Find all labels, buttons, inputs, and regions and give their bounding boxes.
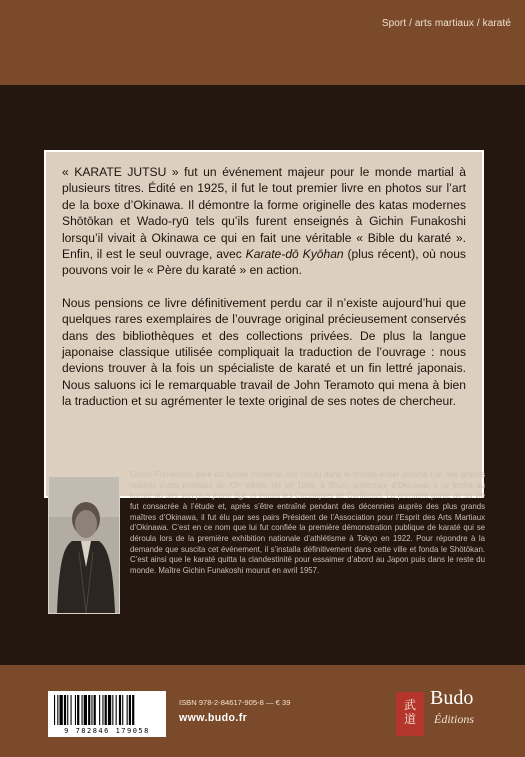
description-p1-start: « KARATE JUTSU » fut un événement majeur pour le monde martial à plusieurs titres. Édité en 1925, il fut le tout premier livre en photos sur l’art de la boxe d’Okinawa. Il démontre la forme originelle des katas modernes Shōtōkan et Wado-ryū tels qu’ils furent enseignés à Gichin Funakoshi lorsqu’il vivait à Okinawa ce qui en fait une véritable « Bible du karaté ». Enfin, il est le seul ouvrage, avec — [62, 165, 466, 262]
description-box — [44, 150, 484, 498]
description-p1-end: (plus récent), où nous pouvons voir le « Père du karaté » en action. — [62, 247, 466, 278]
book-title-italic: Karate-dō Kyōhan — [245, 247, 344, 262]
publisher-name: Budo — [430, 687, 474, 709]
seal-char-1: 武 — [403, 698, 416, 712]
publisher-seal — [396, 692, 424, 736]
top-band — [0, 0, 525, 85]
isbn-price: ISBN 978-2-84617-905-8 — € 39 — [179, 698, 291, 707]
seal-char-2: 道 — [403, 712, 416, 726]
description-paragraph-1 — [62, 164, 466, 279]
description-paragraph-2: Nous pensions ce livre définitivement perdu car il n’existe aujourd’hui que quelques rares exemplaires de l’ouvrage original précieusement conservés dans des bibliothèques et des collections privées. De plus la langue japonaise classique utilisée compliquait la traduction de l’ouvrage : nous devions trouver à la fois un spécialiste de karaté et un fin lettré japonais. Nous saluons ici le remarquable travail de John Teramoto qui mena à bien la traduction et su agrémenter le texte original de ses notes de chercheur. — [62, 295, 466, 409]
website-link[interactable]: www.budo.fr — [179, 712, 248, 724]
publisher-subtitle: Éditions — [434, 712, 475, 726]
category-label: Sport / arts martiaux / karaté — [381, 18, 511, 29]
barcode-number: 9 782846 179058 — [48, 727, 166, 735]
author-bio: Gichin Funakoshi, père du karaté moderne, est connu dans le monde entier comme l’un des grands maîtres d’arts martiaux du XXᵉ siècle. Né en 1868, à Shuri, préfecture d’Okinawa, il se forma au karate-dō dès son plus jeune âge et étudia les Classiques de Confucius. La première partie de sa vie fut consacrée à l’étude et, après s’être entraîné pendant des décennies auprès des plus grands maîtres d’Okinawa, il fut élu par ses pairs Président de l’Association pour l’Esprit des Arts Martiaux d’Okinawa. C’est en ce nom que lui fut confiée la première démonstration publique de karaté qui se déroula lors de la première exhibition nationale d’athlétisme à Tokyo en 1922. Pour répondre à la demande que suscita cet événement, il s’installa définitivement dans cette ville et fonda le Shōtōkan. C’est ainsi que le karaté quitta la clandestinité pour essaimer d’abord au Japon puis dans le reste du monde. Maître Gichin Funakoshi mourut en avril 1957. — [130, 470, 485, 575]
author-photo — [48, 476, 120, 614]
